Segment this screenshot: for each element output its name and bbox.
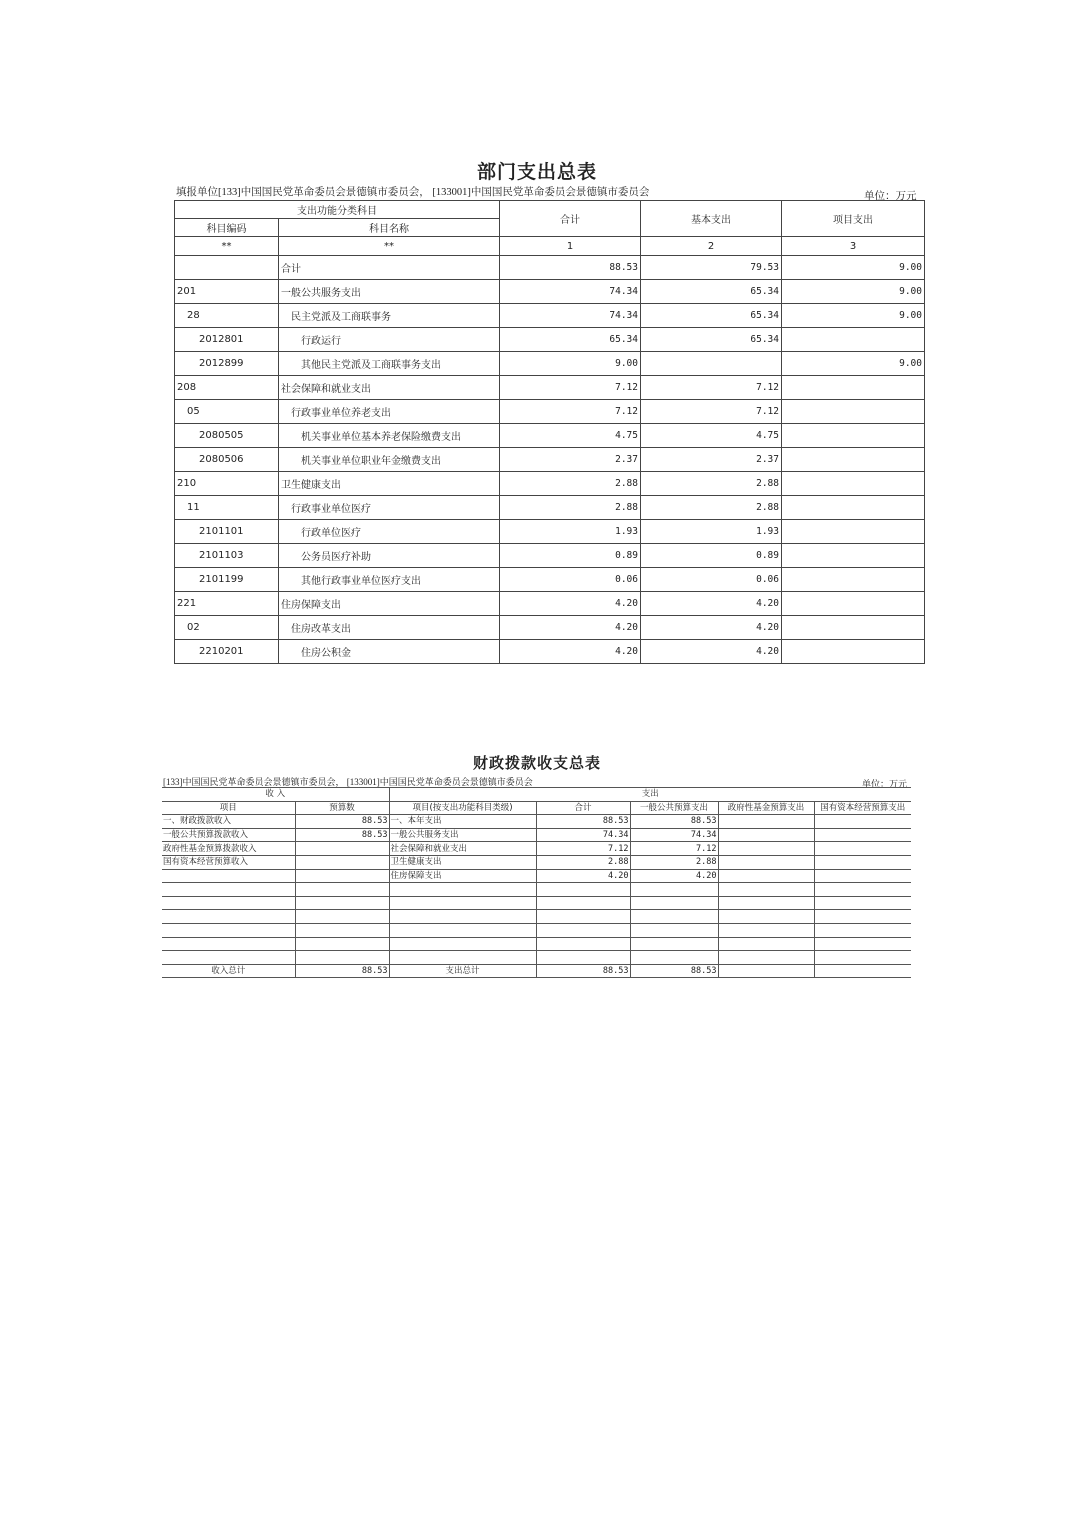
row-name: 社会保障和就业支出 [279,376,500,400]
table-row [175,328,925,352]
header-exp-total: 合计 [536,801,630,815]
expense-item [389,883,536,897]
row-basic: 65.34 [641,304,782,328]
row-project [782,616,925,640]
header-income: 收 入 [162,788,389,802]
income-item: 国有资本经营预算收入 [162,855,295,869]
income-amount [295,883,389,897]
expense-item: 一、本年支出 [389,815,536,829]
row-name: 合计 [279,256,500,280]
row-code: 201 [175,280,279,304]
row-project: 9.00 [782,280,925,304]
table-row [175,304,925,328]
row-name: 一般公共服务支出 [279,280,500,304]
general-total: 88.53 [630,964,718,978]
row-code: 2012899 [175,352,279,376]
row-total: 2.88 [500,472,641,496]
income-amount [295,869,389,883]
row-total: 4.20 [500,616,641,640]
row-project [782,544,925,568]
general-budget-cell [630,883,718,897]
row-basic: 7.12 [641,376,782,400]
income-item [162,869,295,883]
income-amount [295,923,389,937]
table-row [175,520,925,544]
income-amount: 88.53 [295,828,389,842]
income-item: 政府性基金预算拨款收入 [162,842,295,856]
income-item [162,951,295,965]
header-gov-fund: 政府性基金预算支出 [718,801,814,815]
expense-item [389,951,536,965]
row-project [782,568,925,592]
row-code: 2080506 [175,448,279,472]
table-row [162,815,911,829]
row-name: 住房改革支出 [279,616,500,640]
row-code: 2012801 [175,328,279,352]
table-row [175,256,925,280]
row-basic: 2.88 [641,472,782,496]
row-total: 74.34 [500,304,641,328]
header-function-group: 支出功能分类科目 [175,201,500,219]
table-row [175,640,925,664]
row-project [782,640,925,664]
row-basic: 4.20 [641,640,782,664]
general-budget-cell [630,951,718,965]
general-budget-cell: 4.20 [630,869,718,883]
row-code: 11 [175,496,279,520]
row-total: 2.37 [500,448,641,472]
row-code: 2101199 [175,568,279,592]
general-budget-cell [630,923,718,937]
row-project [782,472,925,496]
row-project [782,424,925,448]
row-project [782,496,925,520]
table-row [162,828,911,842]
table-row [162,855,911,869]
state-capital-cell [814,896,911,910]
general-budget-cell: 88.53 [630,815,718,829]
row-project [782,376,925,400]
state-capital-cell [814,951,911,965]
row-project [782,400,925,424]
general-budget-cell: 74.34 [630,828,718,842]
row-name: 住房公积金 [279,640,500,664]
header-col3: 3 [782,237,925,256]
expense-total-cell: 74.34 [536,828,630,842]
gov-fund-cell [718,883,814,897]
row-basic: 0.89 [641,544,782,568]
row-name: 卫生健康支出 [279,472,500,496]
expense-total-cell [536,951,630,965]
expense-item [389,923,536,937]
row-name: 其他民主党派及工商联事务支出 [279,352,500,376]
general-budget-cell: 7.12 [630,842,718,856]
row-name: 机关事业单位职业年金缴费支出 [279,448,500,472]
row-basic: 4.20 [641,592,782,616]
expense-total-cell [536,910,630,924]
row-name: 公务员医疗补助 [279,544,500,568]
header-col1: 1 [500,237,641,256]
table-row [162,923,911,937]
state-capital-cell [814,883,911,897]
income-amount [295,951,389,965]
table-row [175,424,925,448]
expense-total-cell [536,883,630,897]
header-star-name: ** [279,237,500,256]
income-amount [295,855,389,869]
expense-total-cell: 7.12 [536,842,630,856]
row-code: 208 [175,376,279,400]
table-row [162,883,911,897]
row-code: 2101101 [175,520,279,544]
row-total: 1.93 [500,520,641,544]
row-basic: 2.88 [641,496,782,520]
general-budget-cell [630,896,718,910]
income-item [162,937,295,951]
row-total: 65.34 [500,328,641,352]
row-project [782,592,925,616]
appropriation-table-unit: 单位：万元 [862,779,908,789]
state-capital-cell [814,855,911,869]
income-item: 一般公共预算拨款收入 [162,828,295,842]
row-total: 0.06 [500,568,641,592]
row-project [782,328,925,352]
row-total: 9.00 [500,352,641,376]
expense-item [389,937,536,951]
row-basic: 79.53 [641,256,782,280]
expense-summary-table [174,200,925,664]
gov-fund-cell [718,842,814,856]
general-budget-cell [630,910,718,924]
header-name: 科目名称 [279,219,500,237]
header-exp-item: 项目(按支出功能科目类级) [389,801,536,815]
header-project: 项目支出 [782,201,925,237]
income-item [162,896,295,910]
row-code: 02 [175,616,279,640]
table-row [162,869,911,883]
state-capital-cell [814,910,911,924]
row-project: 9.00 [782,352,925,376]
row-basic: 0.06 [641,568,782,592]
state-capital-total [814,964,911,978]
expense-total-cell: 4.20 [536,869,630,883]
table-row [162,951,911,965]
header-expense: 支出 [389,788,911,802]
row-code: 2210201 [175,640,279,664]
income-item [162,910,295,924]
income-amount [295,937,389,951]
row-basic: 65.34 [641,328,782,352]
gov-fund-cell [718,910,814,924]
row-name: 行政事业单位养老支出 [279,400,500,424]
expense-item: 住房保障支出 [389,869,536,883]
row-name: 其他行政事业单位医疗支出 [279,568,500,592]
expense-item [389,896,536,910]
row-name: 机关事业单位基本养老保险缴费支出 [279,424,500,448]
row-basic: 65.34 [641,280,782,304]
table-row [175,472,925,496]
row-total: 4.75 [500,424,641,448]
expense-total-cell: 88.53 [536,815,630,829]
header-state-capital: 国有资本经营预算支出 [814,801,911,815]
row-project: 9.00 [782,304,925,328]
expense-table-unit: 单位：万元 [864,191,917,202]
row-code [175,256,279,280]
header-code: 科目编码 [175,219,279,237]
state-capital-cell [814,923,911,937]
income-amount: 88.53 [295,815,389,829]
header-budget: 预算数 [295,801,389,815]
gov-fund-cell [718,923,814,937]
expense-total-cell [536,923,630,937]
general-budget-cell: 2.88 [630,855,718,869]
general-budget-cell [630,937,718,951]
table-row [175,400,925,424]
table-row [175,376,925,400]
income-total: 88.53 [295,964,389,978]
appropriation-summary-table [162,787,911,978]
state-capital-cell [814,842,911,856]
header-basic: 基本支出 [641,201,782,237]
row-basic [641,352,782,376]
gov-fund-cell [718,828,814,842]
income-amount [295,842,389,856]
row-total: 2.88 [500,496,641,520]
row-total: 0.89 [500,544,641,568]
gov-fund-cell [718,869,814,883]
appropriation-table-unit-info: [133]中国国民党革命委员会景德镇市委员会， [133001]中国国民党革命委员会景德镇市委员会 [163,777,533,787]
income-item [162,923,295,937]
header-total: 合计 [500,201,641,237]
income-amount [295,910,389,924]
row-total: 4.20 [500,640,641,664]
row-code: 210 [175,472,279,496]
row-total: 7.12 [500,400,641,424]
table-row [175,448,925,472]
row-basic: 4.20 [641,616,782,640]
header-item: 项目 [162,801,295,815]
row-basic: 1.93 [641,520,782,544]
expense-total: 88.53 [536,964,630,978]
income-item: 一、财政拨款收入 [162,815,295,829]
table-row [175,592,925,616]
row-total: 7.12 [500,376,641,400]
expense-total-cell [536,896,630,910]
row-total: 4.20 [500,592,641,616]
row-total: 88.53 [500,256,641,280]
state-capital-cell [814,815,911,829]
table-row [175,280,925,304]
expense-item: 卫生健康支出 [389,855,536,869]
expense-table-title: 部门支出总表 [476,162,597,183]
table-row [175,616,925,640]
row-basic: 7.12 [641,400,782,424]
expense-item [389,910,536,924]
expense-total-cell [536,937,630,951]
row-basic: 2.37 [641,448,782,472]
expense-total-label: 支出总计 [389,964,536,978]
row-name: 行政事业单位医疗 [279,496,500,520]
table-row [162,910,911,924]
gov-fund-cell [718,815,814,829]
table-row [162,937,911,951]
income-item [162,883,295,897]
table-row [175,496,925,520]
row-code: 2080505 [175,424,279,448]
row-basic: 4.75 [641,424,782,448]
gov-fund-cell [718,937,814,951]
row-code: 2101103 [175,544,279,568]
row-code: 221 [175,592,279,616]
table-row [175,568,925,592]
expense-total-cell: 2.88 [536,855,630,869]
header-star-code: ** [175,237,279,256]
table-row [162,842,911,856]
gov-fund-total [718,964,814,978]
row-name: 行政单位医疗 [279,520,500,544]
row-project [782,520,925,544]
row-total: 74.34 [500,280,641,304]
table-row [162,896,911,910]
table-row [175,544,925,568]
header-col2: 2 [641,237,782,256]
gov-fund-cell [718,855,814,869]
row-name: 行政运行 [279,328,500,352]
gov-fund-cell [718,896,814,910]
income-amount [295,896,389,910]
state-capital-cell [814,828,911,842]
row-name: 住房保障支出 [279,592,500,616]
table-row [175,352,925,376]
header-general: 一般公共预算支出 [630,801,718,815]
row-code: 05 [175,400,279,424]
gov-fund-cell [718,951,814,965]
row-name: 民主党派及工商联事务 [279,304,500,328]
row-project: 9.00 [782,256,925,280]
expense-item: 一般公共服务支出 [389,828,536,842]
income-total-label: 收入总计 [162,964,295,978]
row-project [782,448,925,472]
expense-item: 社会保障和就业支出 [389,842,536,856]
expense-table-unit-info: 填报单位[133]中国国民党革命委员会景德镇市委员会， [133001]中国国民党革命委员会景德镇市委员会 [176,187,650,198]
appropriation-table-title: 财政拨款收支总表 [472,756,601,772]
state-capital-cell [814,937,911,951]
state-capital-cell [814,869,911,883]
row-code: 28 [175,304,279,328]
